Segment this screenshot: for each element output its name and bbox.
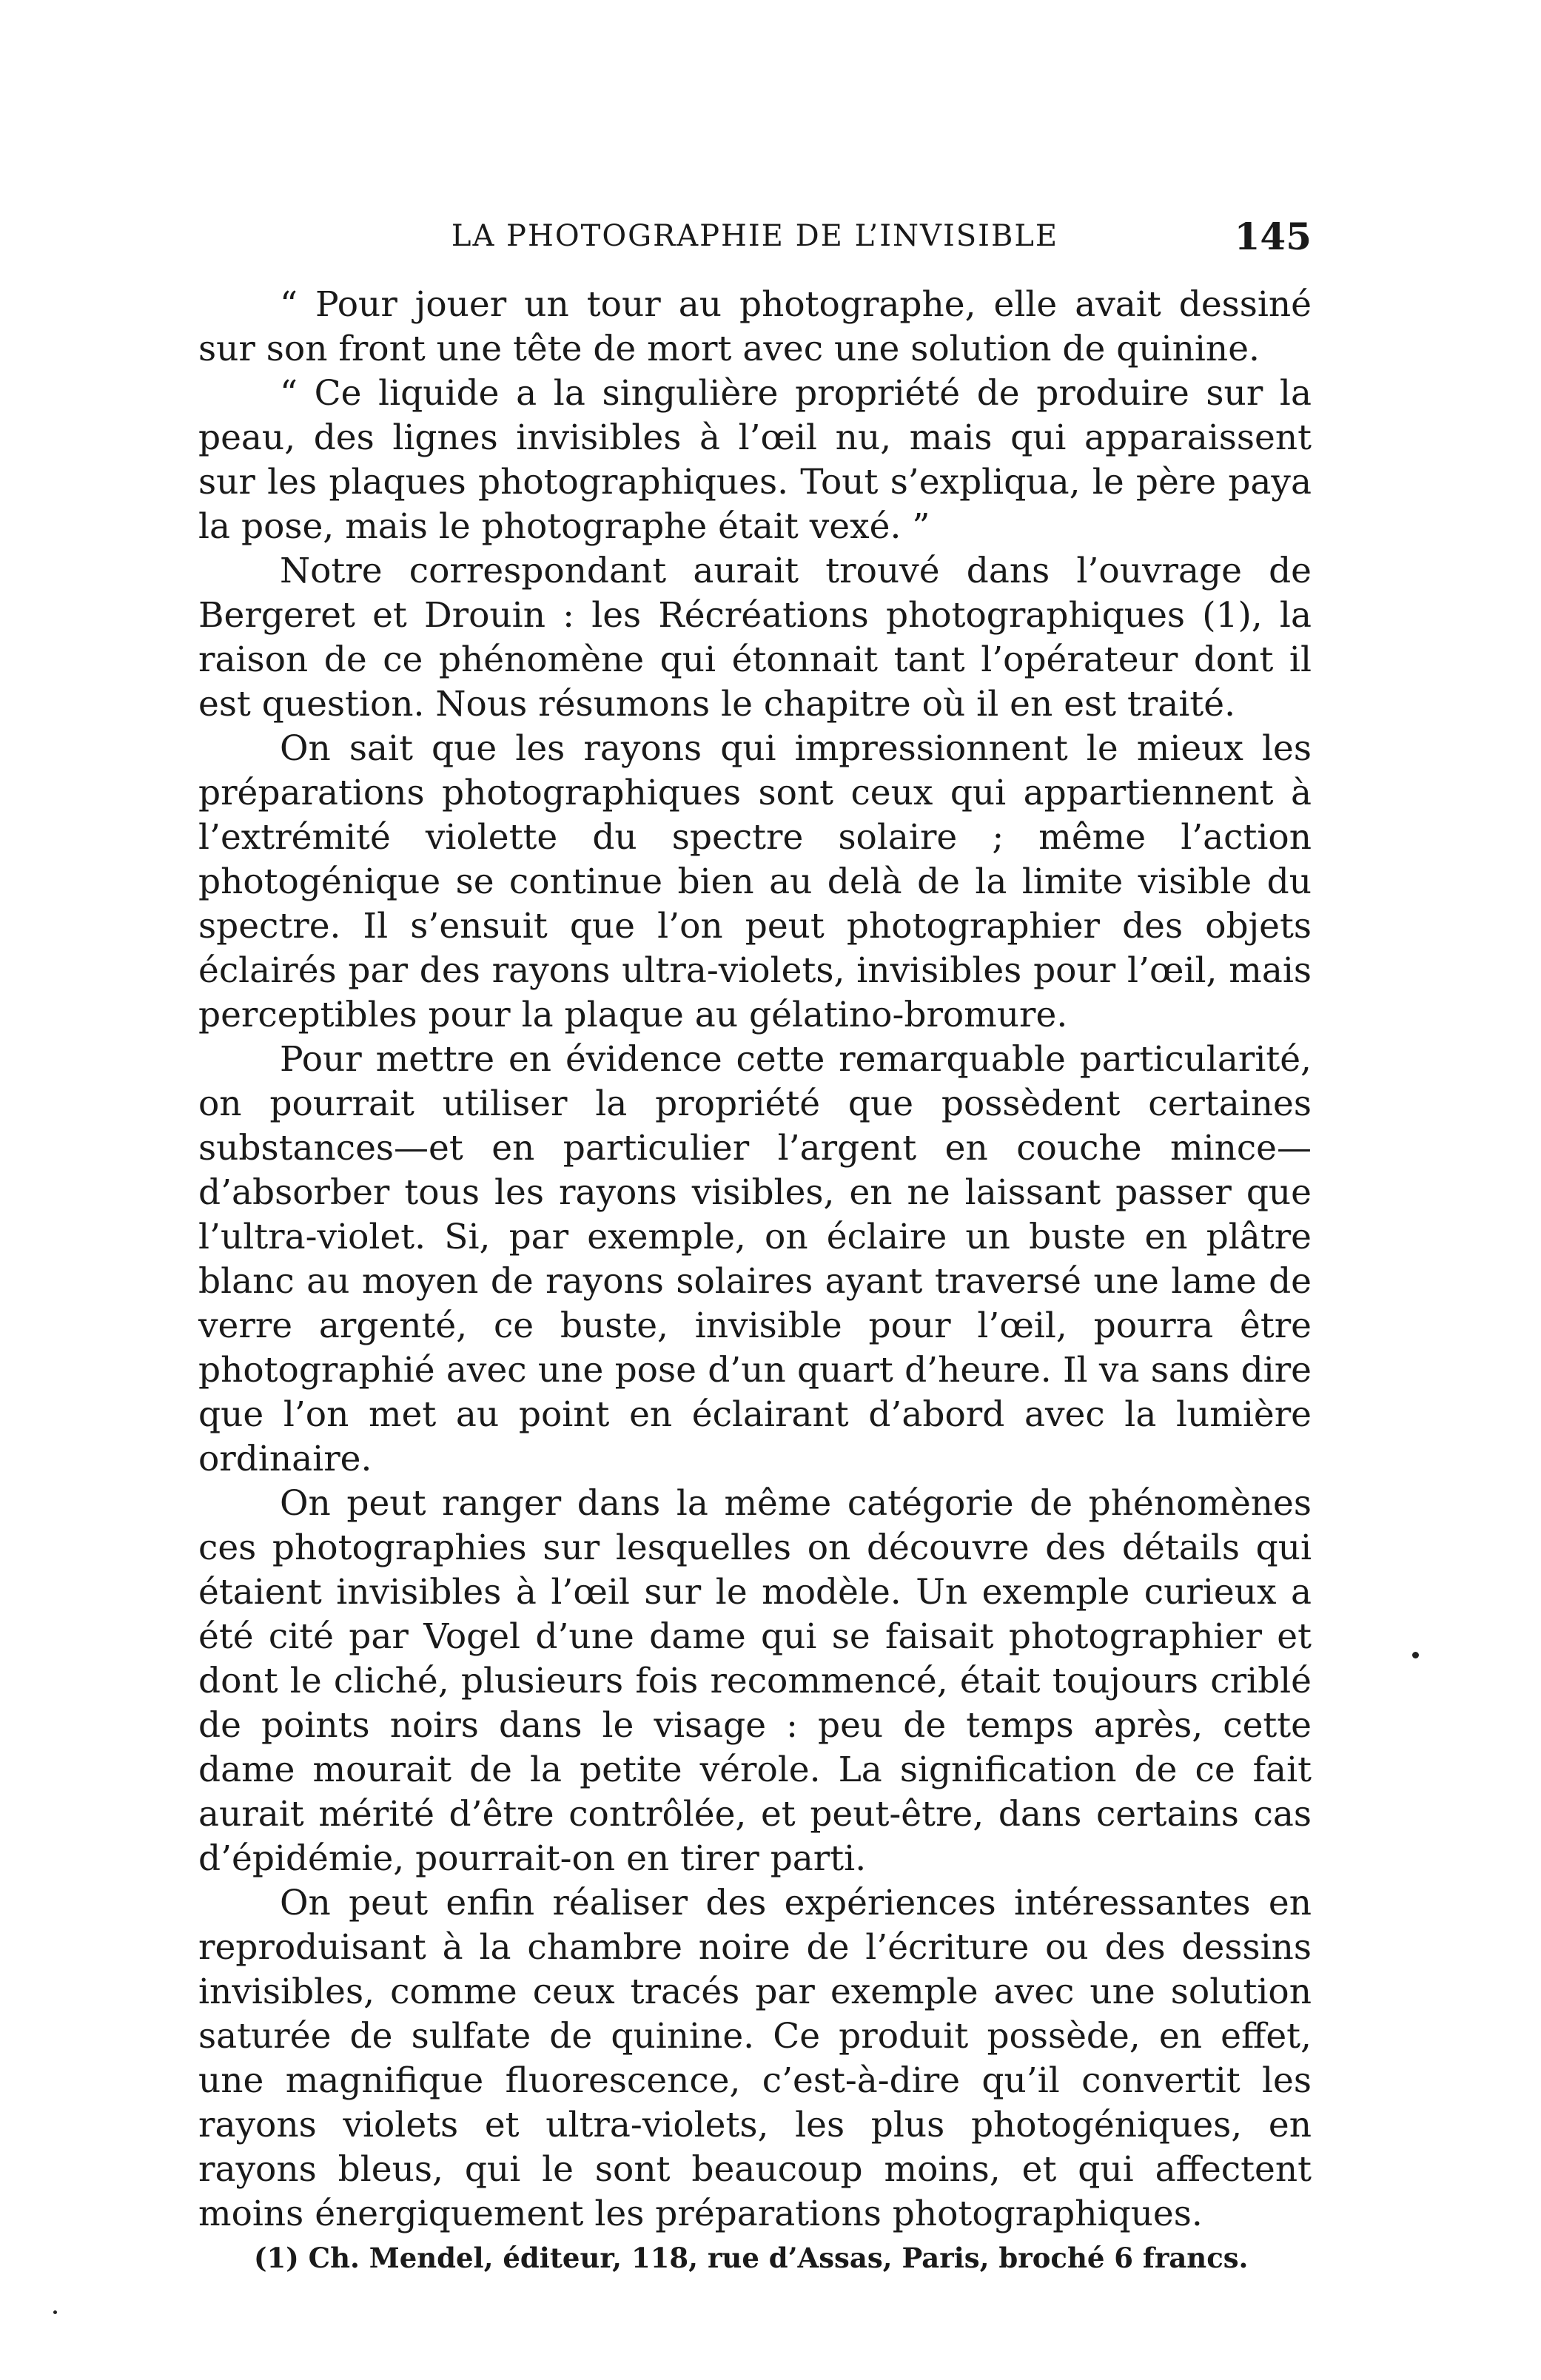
footnote: (1) Ch. Mendel, éditeur, 118, rue d’Assas, Paris, broché 6 francs. — [254, 2242, 1249, 2274]
print-speck — [53, 2310, 57, 2314]
paragraph-phenomenes: On peut ranger dans la même catégorie de phénomènes ces photographies sur lesquelles on découvre des détails qui étaient invisibles à l’œil sur le modèle. Un exemple curieux a été cité par Vogel d’une dame qui se faisait photographier et dont le cliché, plusieurs fois recommencé, était toujours criblé de points noirs dans le visage : peu de temps après, cette dame mourait de la petite vérole. La signification de ce fait aurait mérité d’être contrôlée, et peut-être, dans certains cas d’épidémie, pourrait-on en tirer parti. — [198, 1483, 1312, 1879]
page-number: 145 — [1234, 215, 1312, 258]
paragraph-particularite: Pour mettre en évidence cette remarquable particularité, on pourrait utiliser la propriété que possèdent certaines substances—et en particulier l’argent en couche mince—d’absorber tous les rayons visibles, en ne laissant passer que l’ultra-violet. Si, par exemple, on éclaire un buste en plâtre blanc au moyen de rayons solaires ayant traversé une lame de verre argenté, ce buste, invisible pour l’œil, pourra être photographié avec une pose d’un quart d’heure. Il va sans dire que l’on met au point en éclairant d’abord avec la lumière ordinaire. — [198, 1039, 1312, 1479]
paragraph-correspondant: Notre correspondant aurait trouvé dans l’ouvrage de Bergeret et Drouin : les Récréations photographiques (1), la raison de ce phénomène qui étonnait tant l’opérateur dont il est question. Nous résumons le chapitre où il en est traité. — [198, 551, 1312, 725]
running-title: LA PHOTOGRAPHIE DE L’INVISIBLE — [451, 219, 1059, 253]
paragraph-quote-1: “ Pour jouer un tour au photographe, elle avait dessiné sur son front une tête de mort avec une solution de quinine. — [198, 284, 1312, 369]
paragraph-experiences: On peut enfin réaliser des expériences intéressantes en reproduisant à la chambre noire de l’écriture ou des dessins invisibles, comme ceux tracés par exemple avec une solution saturée de sulfate de quinine. Ce produit possède, en effet, une magnifique fluorescence, c’est-à-dire qu’il convertit les rayons violets et ultra-violets, les plus photogéniques, en rayons bleus, qui le sont beaucoup moins, et qui affectent moins énergiquement les préparations photographiques. — [198, 1883, 1312, 2234]
running-head — [198, 215, 1312, 266]
print-speck — [1412, 1652, 1419, 1658]
book-page — [198, 215, 1312, 2275]
paragraph-quote-2: “ Ce liquide a la singulière propriété de produire sur la peau, des lignes invisibles à l’œil nu, mais qui apparaissent sur les plaques photographiques. Tout s’expliqua, le père paya la pose, mais le photographe était vexé. ” — [198, 373, 1312, 547]
paragraph-rayons: On sait que les rayons qui impressionnent le mieux les préparations photographiques sont ceux qui appartiennent à l’extrémité violette du spectre solaire ; même l’action photogénique se continue bien au delà de la limite visible du spectre. Il s’ensuit que l’on peut photographier des objets éclairés par des rayons ultra-violets, invisibles pour l’œil, mais perceptibles pour la plaque au gélatino-bromure. — [198, 728, 1312, 1035]
body-text — [198, 283, 1312, 2236]
